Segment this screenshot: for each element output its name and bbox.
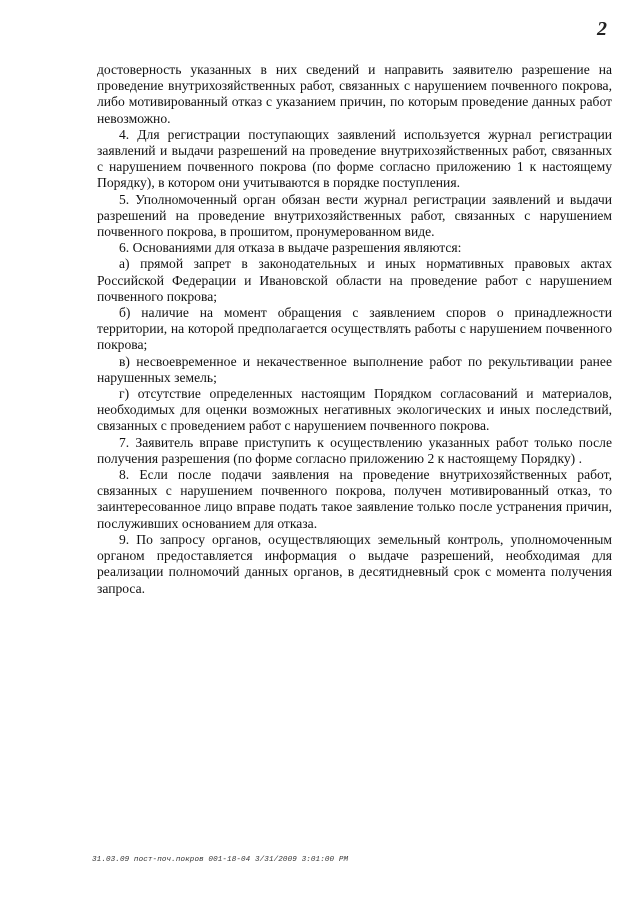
page-number: 2 [597,18,607,40]
paragraph-item-6: 6. Основаниями для отказа в выдаче разрешения являются: [119,240,462,256]
paragraph-item-7: 7. Заявитель вправе приступить к осуществлению указанных работ только после получения разрешения (по форме согласно приложению 2 к настоящему Порядку) . [97,434,612,466]
document-body [97,62,612,597]
paragraph-item-9: 9. По запросу органов, осуществляющих земельный контроль, уполномоченным органом предоставляется информация о выдаче разрешений, необходимая для реализации полномочий данных органов, в десятидневный срок с момента получения запроса. [97,531,612,596]
paragraph-continuation: достоверность указанных в них сведений и направить заявителю разрешение на проведение внутрихозяйственных работ, связанных с нарушением почвенного покрова, либо мотивированный отказ с указанием причин, по которым проведение данных работ невозможно. [97,62,612,126]
paragraph-subitem-b: б) наличие на момент обращения с заявлением споров о принадлежности территории, на которой предполагается осуществлять работы с нарушением почвенного покрова; [97,305,612,353]
paragraph-item-4: 4. Для регистрации поступающих заявлений используется журнал регистрации заявлений и выдачи разрешений на проведение внутрихозяйственных работ, связанных с нарушением почвенного покрова (по форме согласно приложению 1 к настоящему Порядку), в котором они учитываются в порядке поступления. [97,126,612,191]
document-footer: 31.03.09 пост-поч.покров 001-18-04 3/31/2009 3:01:00 PM [92,856,349,864]
paragraph-subitem-g: г) отсутствие определенных настоящим Порядком согласований и материалов, необходимых для оценки возможных негативных экологических и иных последствий, связанных с проведением работ с нарушением почвенного покрова. [97,386,612,434]
paragraph-subitem-v: в) несвоевременное и некачественное выполнение работ по рекультивации ранее нарушенных земель; [97,353,612,385]
paragraph-subitem-a: а) прямой запрет в законодательных и иных нормативных правовых актах Российской Федерации и Ивановской области на проведение работ с нарушением почвенного покрова; [97,256,612,304]
paragraph-item-5: 5. Уполномоченный орган обязан вести журнал регистрации заявлений и выдачи разрешений на проведение внутрихозяйственных работ, связанных с нарушением почвенного покрова, в прошитом, пронумерованном виде. [97,191,612,240]
paragraph-item-8: 8. Если после подачи заявления на проведение внутрихозяйственных работ, связанных с нарушением почвенного покрова, получен мотивированный отказ, то заинтересованное лицо вправе подать такое заявление только после устранения причин, послуживших основанием для отказа. [97,467,612,531]
